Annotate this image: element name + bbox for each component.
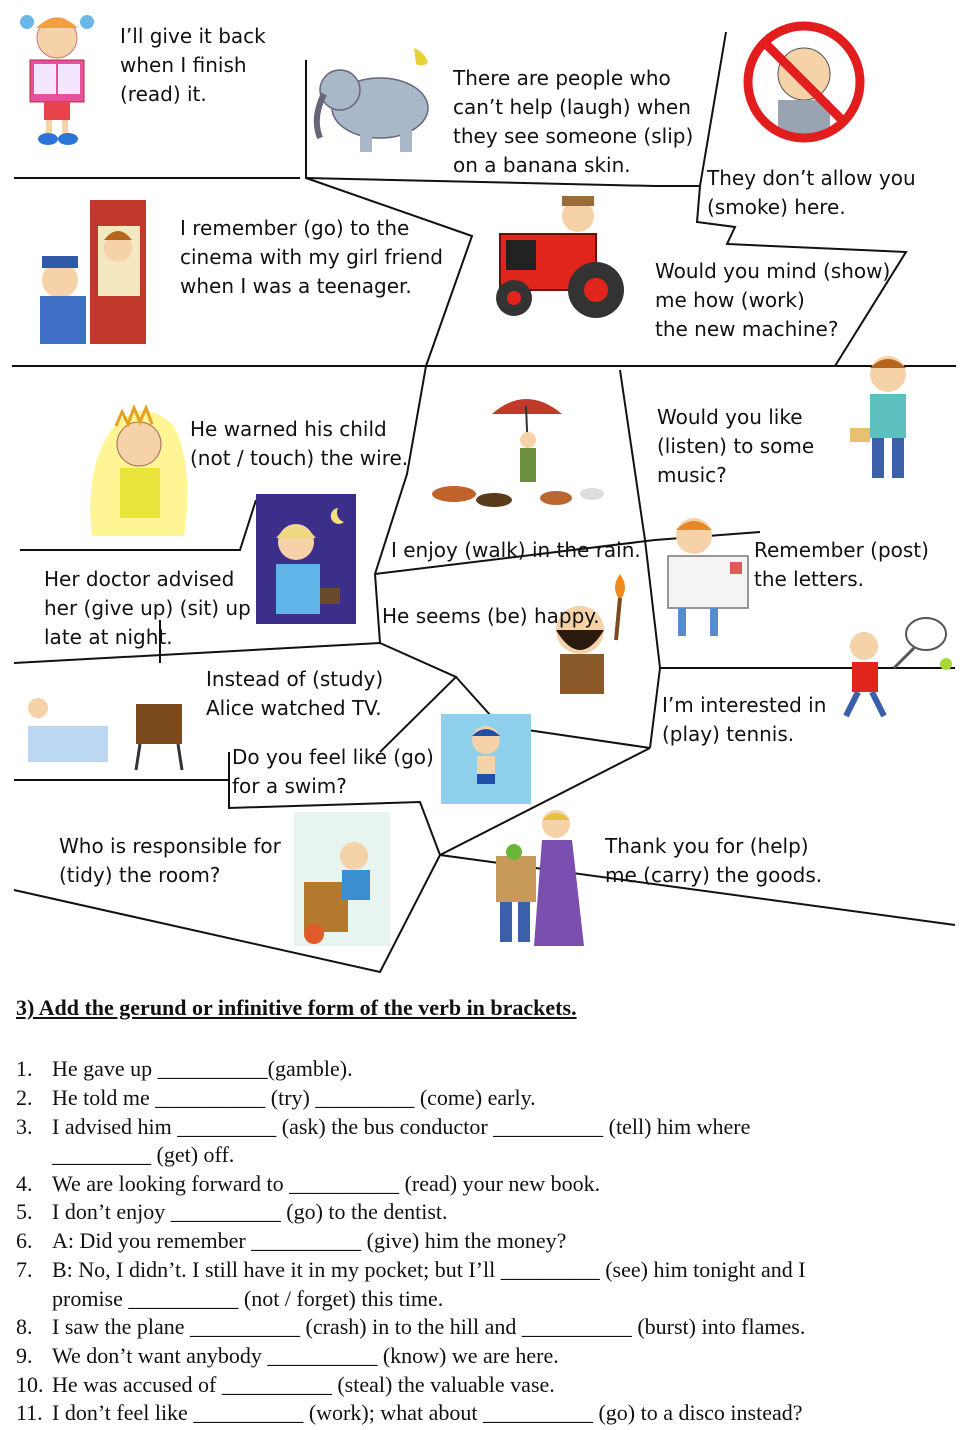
exercise-item-continuation — [16, 1285, 443, 1313]
electrocuted-man-picture — [84, 396, 194, 544]
prompt-enjoy-walk: I enjoy (walk) in the rain. — [391, 538, 641, 562]
item-text: He was accused of __________ (steal) the valuable vase. — [52, 1372, 555, 1397]
prompt-responsible-tidy: Who is responsible for (tidy) the room? — [59, 834, 281, 887]
exercise-item — [16, 1198, 448, 1226]
boy-with-music-player-picture — [836, 350, 936, 490]
elephant-slipping-picture — [310, 38, 450, 158]
exercise-title: 3) Add the gerund or infinitive form of the verb in brackets. — [16, 995, 577, 1020]
prompt-like-listen: Would you like (listen) to some music? — [657, 405, 815, 487]
exercise-item — [16, 1313, 805, 1341]
boy-with-letter-picture — [654, 512, 754, 642]
prompt-read-it: I’ll give it back when I finish (read) it. — [120, 24, 266, 106]
item-number: 5. — [16, 1199, 33, 1224]
cinema-ticket-booth-picture — [20, 196, 150, 348]
exercise-item — [16, 1342, 559, 1370]
boy-carrying-groceries-picture — [484, 806, 594, 952]
item-text: _________ (get) off. — [52, 1142, 235, 1167]
exercise-item — [16, 1170, 600, 1198]
swimmer-boy-picture — [441, 714, 531, 804]
item-number: 9. — [16, 1343, 33, 1368]
child-tidying-room-picture — [294, 812, 390, 946]
item-text: I don’t feel like __________ (work); what about __________ (go) to a disco instead? — [52, 1400, 803, 1425]
item-number: 6. — [16, 1228, 33, 1253]
prompt-interested-play: I’m interested in (play) tennis. — [662, 693, 827, 746]
item-number: 7. — [16, 1257, 33, 1282]
prompt-instead-study: Instead of (study) Alice watched TV. — [206, 667, 384, 720]
item-text: We don’t want anybody __________ (know) we are here. — [52, 1343, 559, 1368]
item-number: 2. — [16, 1085, 33, 1110]
walking-in-rain-picture — [416, 384, 612, 524]
item-number: 3. — [16, 1114, 33, 1139]
item-text: He told me __________ (try) _________ (come) early. — [52, 1085, 536, 1110]
exercise-item — [16, 1256, 806, 1284]
exercise-item — [16, 1113, 750, 1141]
exercise-item — [16, 1371, 555, 1399]
woman-watching-tv-picture — [18, 678, 198, 774]
prompt-remember-post: Remember (post) the letters. — [754, 538, 929, 591]
prompt-advised-give-up: Her doctor advised her (give up) (sit) up late at night. — [44, 567, 251, 649]
caveman-with-torch-picture — [540, 570, 640, 700]
prompt-mind-show: Would you mind (show) me how (work) the new machine? — [655, 259, 891, 341]
exercise-item — [16, 1055, 353, 1083]
item-number: 10. — [16, 1372, 44, 1397]
exercise-item — [16, 1399, 803, 1427]
no-smoking-sign-picture — [740, 18, 868, 146]
prompt-remember-go: I remember (go) to the cinema with my girl friend when I was a teenager. — [180, 216, 443, 298]
item-text: promise __________ (not / forget) this time. — [52, 1286, 444, 1311]
exercise-item — [16, 1227, 566, 1255]
item-text: B: No, I didn’t. I still have it in my pocket; but I’ll _________ (see) him tonight and I — [52, 1257, 806, 1282]
woman-on-phone-at-night-picture — [256, 494, 356, 624]
item-number: 11. — [16, 1400, 43, 1425]
tennis-player-picture — [814, 612, 960, 722]
prompt-thank-help: Thank you for (help) me (carry) the goods. — [605, 834, 823, 887]
item-number: 1. — [16, 1056, 33, 1081]
item-text: He gave up __________(gamble). — [52, 1056, 353, 1081]
prompt-warned-touch: He warned his child (not / touch) the wire. — [190, 417, 409, 470]
item-text: I advised him _________ (ask) the bus conductor __________ (tell) him where — [52, 1114, 751, 1139]
tractor-driver-picture — [486, 194, 646, 322]
girl-reading-picture — [12, 8, 102, 148]
prompt-laugh-slip: There are people who can’t help (laugh) when they see someone (slip) on a banana skin. — [453, 66, 694, 177]
item-text: I saw the plane __________ (crash) in to the hill and __________ (burst) into flames. — [52, 1314, 806, 1339]
item-number: 4. — [16, 1171, 33, 1196]
prompt-feel-like-go: Do you feel like (go) for a swim? — [232, 745, 434, 798]
exercise-item-continuation — [16, 1141, 234, 1169]
exercise-item — [16, 1084, 536, 1112]
prompt-seems-be: He seems (be) happy. — [382, 604, 600, 628]
item-text: We are looking forward to __________ (read) your new book. — [52, 1171, 601, 1196]
item-text: A: Did you remember __________ (give) him the money? — [52, 1228, 567, 1253]
prompt-smoke: They don’t allow you (smoke) here. — [707, 166, 916, 219]
item-number: 8. — [16, 1314, 33, 1339]
item-text: I don’t enjoy __________ (go) to the dentist. — [52, 1199, 448, 1224]
